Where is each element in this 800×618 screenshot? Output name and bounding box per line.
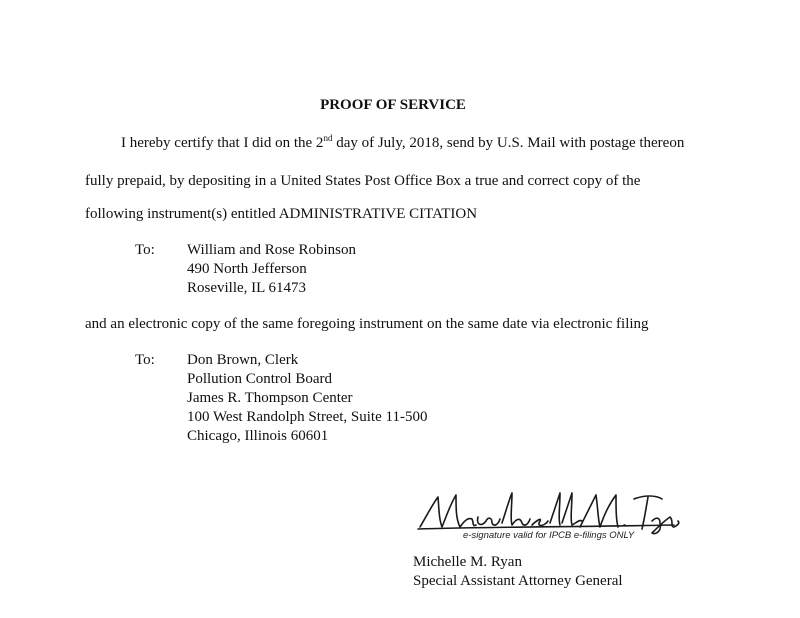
recipient1-line: 490 North Jefferson	[187, 261, 307, 277]
certify-paragraph-line-1	[85, 134, 701, 152]
certify-superscript: nd	[323, 133, 333, 143]
recipient2-line: Chicago, Illinois 60601	[187, 428, 329, 444]
recipient1-line: Roseville, IL 61473	[187, 280, 307, 296]
esignature-note: e-signature valid for IPCB e-filings ONLY	[463, 530, 635, 541]
recipient2-line: Pollution Control Board	[187, 371, 333, 387]
recipient2-line: Don Brown, Clerk	[187, 352, 299, 368]
recipient2-line: James R. Thompson Center	[187, 390, 353, 406]
document-title: PROOF OF SERVICE	[320, 97, 466, 113]
recipient1-line: William and Rose Robinson	[187, 242, 356, 258]
recipient2-to-label: To:	[135, 352, 155, 368]
certify-prefix: I hereby certify that I did on the 2	[121, 135, 324, 151]
recipient2-line: 100 West Randolph Street, Suite 11-500	[187, 409, 428, 425]
certify-suffix: day of July, 2018, send by U.S. Mail with postage thereon	[332, 135, 685, 151]
signer-position: Special Assistant Attorney General	[413, 573, 623, 589]
electronic-filing-line: and an electronic copy of the same foregoing instrument on the same date via electronic filing	[85, 316, 649, 332]
certify-paragraph-line-3: following instrument(s) entitled ADMINISTRATIVE CITATION	[85, 206, 478, 222]
recipient1-to-label: To:	[135, 242, 155, 258]
certify-paragraph-line-2: fully prepaid, by depositing in a United States Post Office Box a true and correct copy of the	[85, 173, 641, 189]
signer-name: Michelle M. Ryan	[413, 554, 522, 570]
